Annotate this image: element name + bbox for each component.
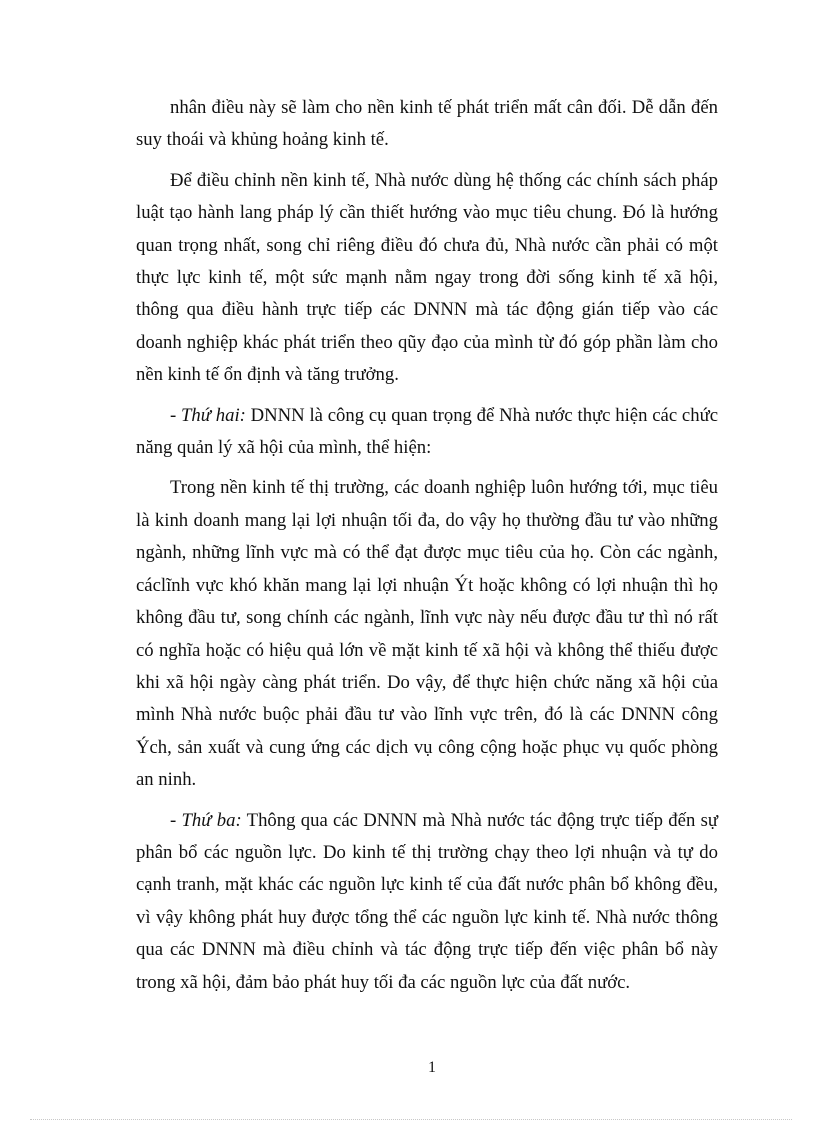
paragraph-4 [136,472,718,796]
page-number: 1 [428,1059,436,1076]
paragraph-1-text: nhân điều này sẽ làm cho nền kinh tế phát triển mất cân đối. Dễ dẫn đến suy thoái và khủng hoảng kinh tế. [136,97,718,151]
paragraph-3-prefix: - [170,404,182,426]
page-bottom-divider [30,1119,792,1120]
paragraph-2-text: Để điều chỉnh nền kinh tế, Nhà nước dùng hệ thống các chính sách pháp luật tạo hành lang pháp lý cần thiết hướng vào mục tiêu chung. Đó là hướng quan trọng nhất, song chỉ riêng điều đó chưa đủ, Nhà nước cần phải có một thực lực kinh tế, một sức mạnh nằm ngay trong đời sống kinh tế xã hội, thông qua điều hành trực tiếp các DNNN mà tác động gián tiếp vào các doanh nghiệp khác phát triển theo qũy đạo của mình từ đó góp phần làm cho nền kinh tế ổn định và tăng trưởng. [136,169,718,386]
paragraph-4-text: Trong nền kinh tế thị trường, các doanh nghiệp luôn hướng tới, mục tiêu là kinh doanh mang lại lợi nhuận tối đa, do vậy họ thường đầu tư vào những ngành, những lĩnh vực mà có thể đạt được mục tiêu của họ. Còn các ngành, cáclĩnh vực khó khăn mang lại lợi nhuận Ýt hoặc không có lợi nhuận thì họ không đầu tư, song chính các ngành, lĩnh vực này nếu được đầu tư thì nó rất có nghĩa hoặc có hiệu quả lớn về mặt kinh tế xã hội và không thể thiếu được khi xã hội ngày càng phát triển. Do vậy, để thực hiện chức năng xã hội của mình Nhà nước buộc phải đầu tư vào lĩnh vực trên, đó là các DNNN công Ých, sản xuất và cung ứng các dịch vụ công cộng hoặc phục vụ quốc phòng an ninh. [136,477,718,791]
paragraph-5-prefix: - [170,809,182,831]
paragraph-1 [136,92,718,157]
paragraph-3 [136,400,718,465]
document-body [136,92,718,1007]
paragraph-5 [136,805,718,999]
paragraph-5-lead: Thứ ba: [181,809,242,831]
paragraph-3-text: DNNN là công cụ quan trọng để Nhà nước thực hiện các chức năng quản lý xã hội của mình, thể hiện: [136,404,718,459]
paragraph-5-text: Thông qua các DNNN mà Nhà nước tác động trực tiếp đến sự phân bổ các nguồn lực. Do kinh tế thị trường chạy theo lợi nhuận và tự do cạnh tranh, mặt khác các nguồn lực kinh tế của đất nước phân bổ không đều, vì vậy không phát huy được tổng thể các nguồn lực kinh tế. Nhà nước thông qua các DNNN mà điều chỉnh và tác động trực tiếp đến việc phân bổ này trong xã hội, đảm bảo phát huy tối đa các nguồn lực của đất nước. [136,809,718,993]
paragraph-2 [136,165,718,392]
paragraph-3-lead: Thứ hai: [181,404,246,426]
